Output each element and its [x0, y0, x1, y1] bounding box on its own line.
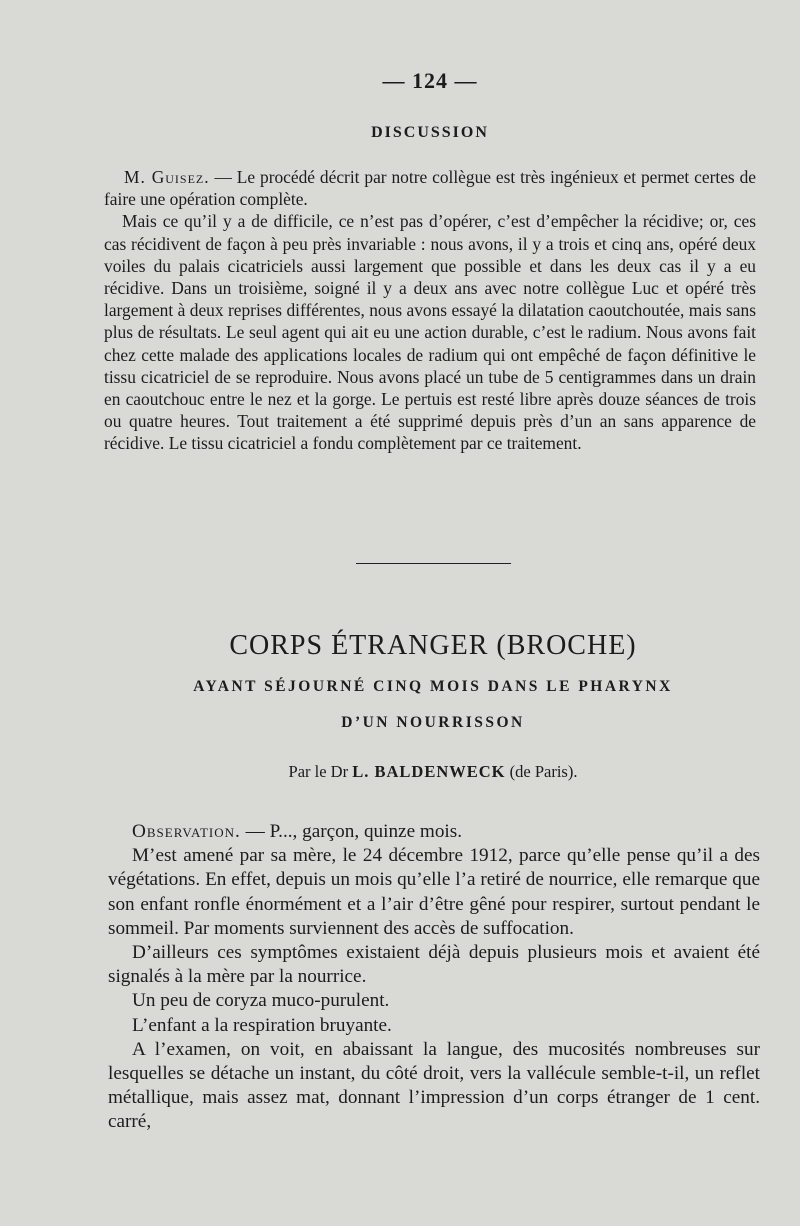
discussion-text [104, 166, 756, 455]
byline-prefix: Par le Dr [288, 762, 353, 781]
article-title: CORPS ÉTRANGER (BROCHE) [229, 630, 637, 661]
observation-text [108, 820, 760, 1135]
discussion-heading: DISCUSSION [371, 124, 489, 141]
article-subtitle-line2: D’UN NOURRISSON [341, 714, 525, 731]
observation-paragraph: D’ailleurs ces symptômes existaient déjà depuis plusieurs mois et avaient été signalés à la mère par la nourrice. [108, 942, 760, 988]
section-divider [356, 563, 511, 564]
paragraph-text: — P..., garçon, quinze mois. [240, 821, 463, 842]
observation-label: Observation. [132, 821, 241, 842]
discussion-paragraph [104, 166, 756, 210]
speaker-name: M. Guisez. [124, 167, 210, 187]
observation-paragraph: M’est amené par sa mère, le 24 décembre 1912, parce qu’elle pense qu’il a des végétations. En effet, depuis un mois qu’elle l’a retiré de nourrice, elle remarque que son enfant ronfle énormément et a l’air d’être gêné pour respirer, surtout pendant le sommeil. Par moments surviennent des accès de suffocation. [108, 845, 760, 939]
observation-paragraph: A l’examen, on voit, en abaissant la langue, des mucosités nombreuses sur lesquelles se détache un instant, du côté droit, vers la vallécule semble-t-il, un reflet métallique, mais assez mat, donnant l’impression d’un corps étranger de 1 cent. carré, [108, 1038, 760, 1133]
author-name: L. BALDENWECK [352, 762, 506, 781]
paragraph-text: — Le procédé décrit par notre collègue est très ingénieux et permet certes de faire une opération complète. [104, 167, 756, 210]
observation-paragraph: Un peu de coryza muco-purulent. [132, 990, 390, 1012]
page-number: — 124 — [382, 68, 478, 93]
discussion-paragraph: Mais ce qu’il y a de difficile, ce n’est pas d’opérer, c’est d’empêcher la récidive; or, ces cas récidivent de façon à peu près invariable : nous avons, il y a trois et cinq ans, opéré deux voiles du palais cicatriciels aussi largement que possible et dans les deux cas il y a eu récidive. Dans un troisième, soigné il y a deux ans avec notre collègue Luc et opéré très largement à deux reprises différentes, nous avons essayé la dilatation caoutchoutée, mais sans plus de résultats. Le seul agent qui ait eu une action durable, c’est le radium. Nous avons fait chez cette malade des applications locales de radium qui ont empêché de façon définitive le tissu cicatriciel de se reproduire. Nous avons placé un tube de 5 centigrammes dans un drain en caoutchouc entre le nez et la gorge. Le pertuis est resté libre après douze séances de trois ou quatre heures. Tout traitement a été supprimé depuis près d’un an sans apparence de récidive. Le tissu cicatriciel a fondu complètement par ce traitement. [104, 211, 756, 454]
observation-paragraph: L’enfant a la respiration bruyante. [132, 1014, 392, 1036]
article-subtitle-line1: AYANT SÉJOURNÉ CINQ MOIS DANS LE PHARYNX [193, 678, 673, 695]
article-byline [0, 762, 800, 782]
byline-suffix: (de Paris). [505, 762, 578, 781]
observation-paragraph [108, 820, 760, 844]
